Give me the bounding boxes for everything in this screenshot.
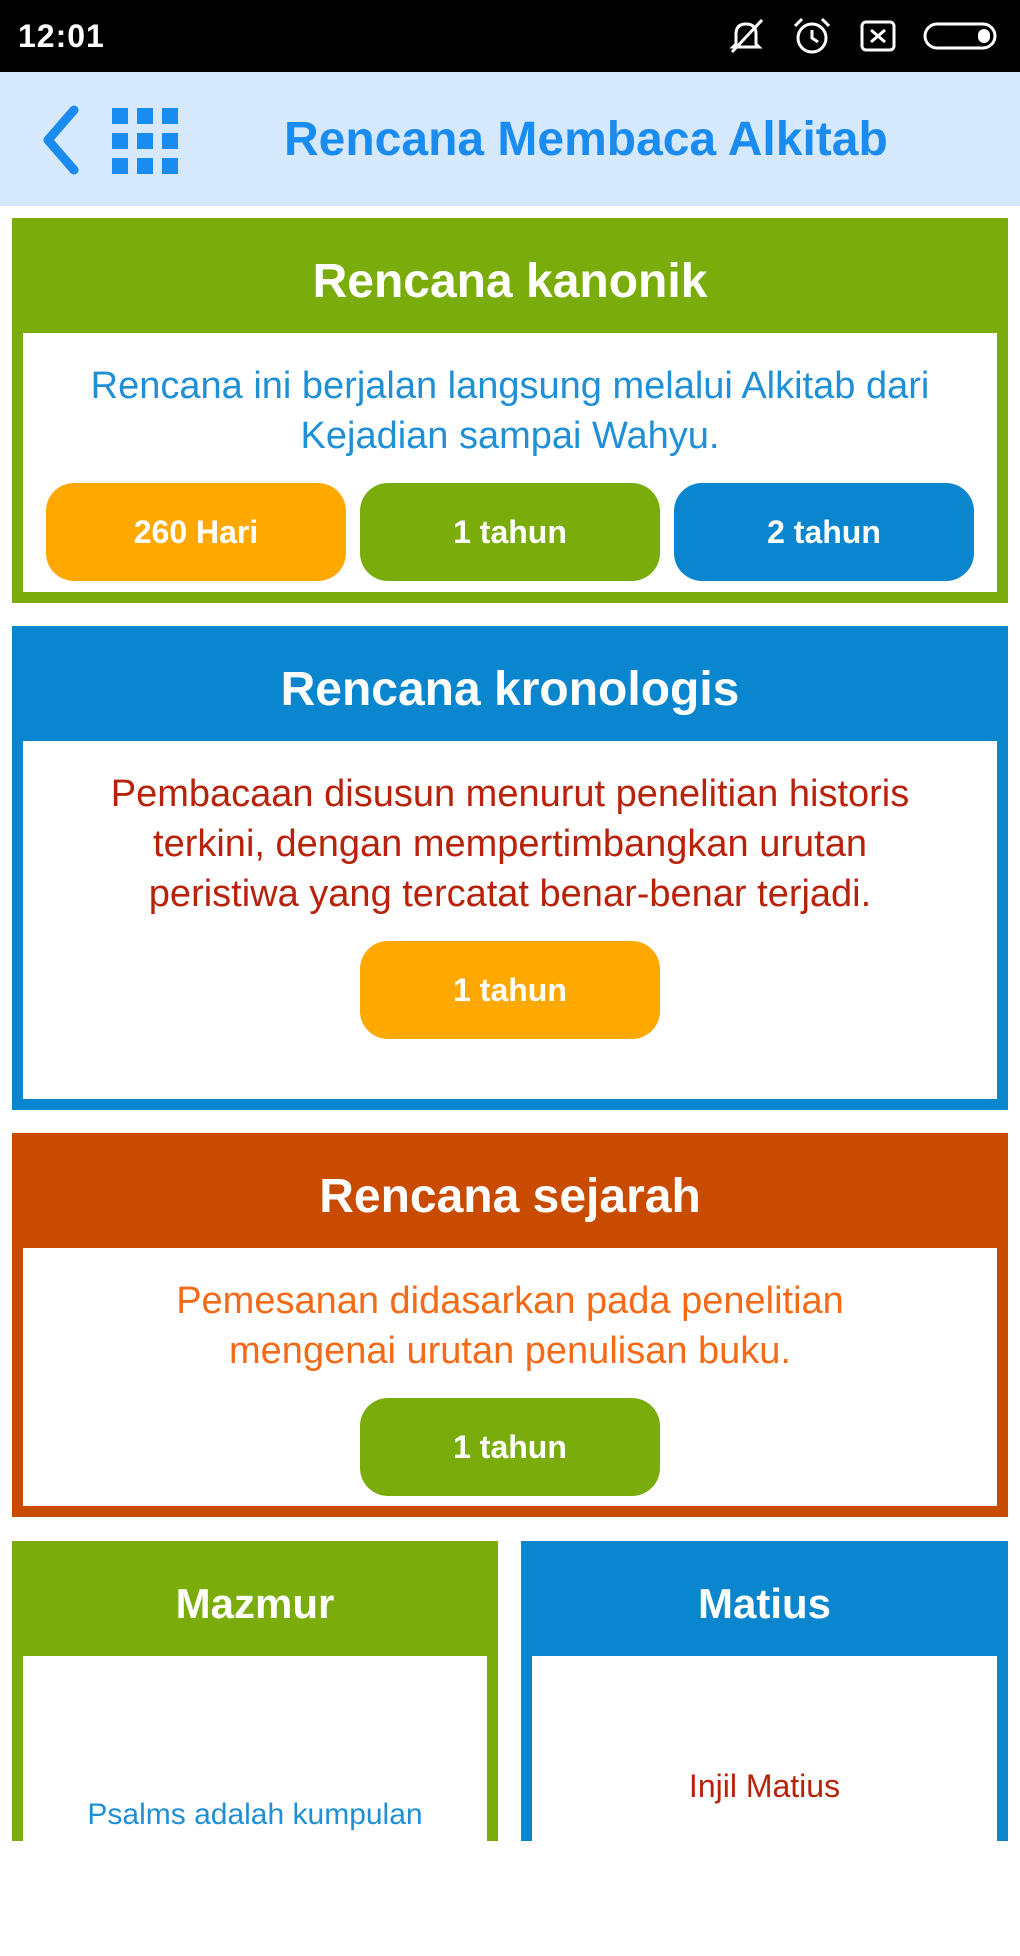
alarm-icon <box>790 14 834 58</box>
psalms-plan-description: Psalms adalah kumpulan <box>87 1798 423 1831</box>
chronological-plan-card <box>12 626 1008 1110</box>
historical-plan-description: Pemesanan didasarkan pada penelitian mengenai urutan penulisan buku. <box>176 1280 844 1372</box>
psalms-plan-body <box>23 1656 487 1956</box>
page-title: Rencana Membaca Alkitab <box>284 113 888 166</box>
canonical-plan-description: Rencana ini berjalan langsung melalui Alkitab dari Kejadian sampai Wahyu. <box>90 365 930 457</box>
app-bar <box>0 72 1020 206</box>
canonical-plan-body <box>23 333 997 592</box>
historical-1-year-button[interactable]: 1 tahun <box>360 1398 660 1496</box>
canonical-1-year-button[interactable]: 1 tahun <box>360 483 660 581</box>
historical-plan-card <box>12 1133 1008 1517</box>
back-icon[interactable] <box>38 102 88 178</box>
status-icons <box>724 14 1002 58</box>
historical-plan-body <box>23 1248 997 1506</box>
grid-icon[interactable] <box>112 108 178 174</box>
mute-icon <box>724 14 768 58</box>
chronological-plan-description: Pembacaan disusun menurut penelitian historis terkini, dengan mempertimbangkan urutan peristiwa yang tercatat benar-benar terjadi. <box>110 773 910 915</box>
psalms-plan-card[interactable] <box>12 1541 498 1841</box>
chronological-plan-title: Rencana kronologis <box>23 637 997 741</box>
matthew-plan-title: Matius <box>532 1552 997 1656</box>
canonical-2-years-button[interactable]: 2 tahun <box>674 483 974 581</box>
canonical-plan-title: Rencana kanonik <box>23 229 997 333</box>
historical-plan-title: Rencana sejarah <box>23 1144 997 1248</box>
canonical-260-days-button[interactable]: 260 Hari <box>46 483 346 581</box>
battery-icon <box>922 14 1002 58</box>
status-time: 12:01 <box>18 18 105 54</box>
matthew-plan-description: Injil Matius <box>688 1768 841 1804</box>
canonical-plan-card <box>12 218 1008 603</box>
status-bar <box>0 0 1020 72</box>
matthew-plan-card[interactable] <box>521 1541 1008 1841</box>
chronological-1-year-button[interactable]: 1 tahun <box>360 941 660 1039</box>
no-sim-icon <box>856 14 900 58</box>
psalms-plan-title: Mazmur <box>23 1552 487 1656</box>
chronological-plan-body <box>23 741 997 1099</box>
matthew-plan-body <box>532 1656 997 1956</box>
